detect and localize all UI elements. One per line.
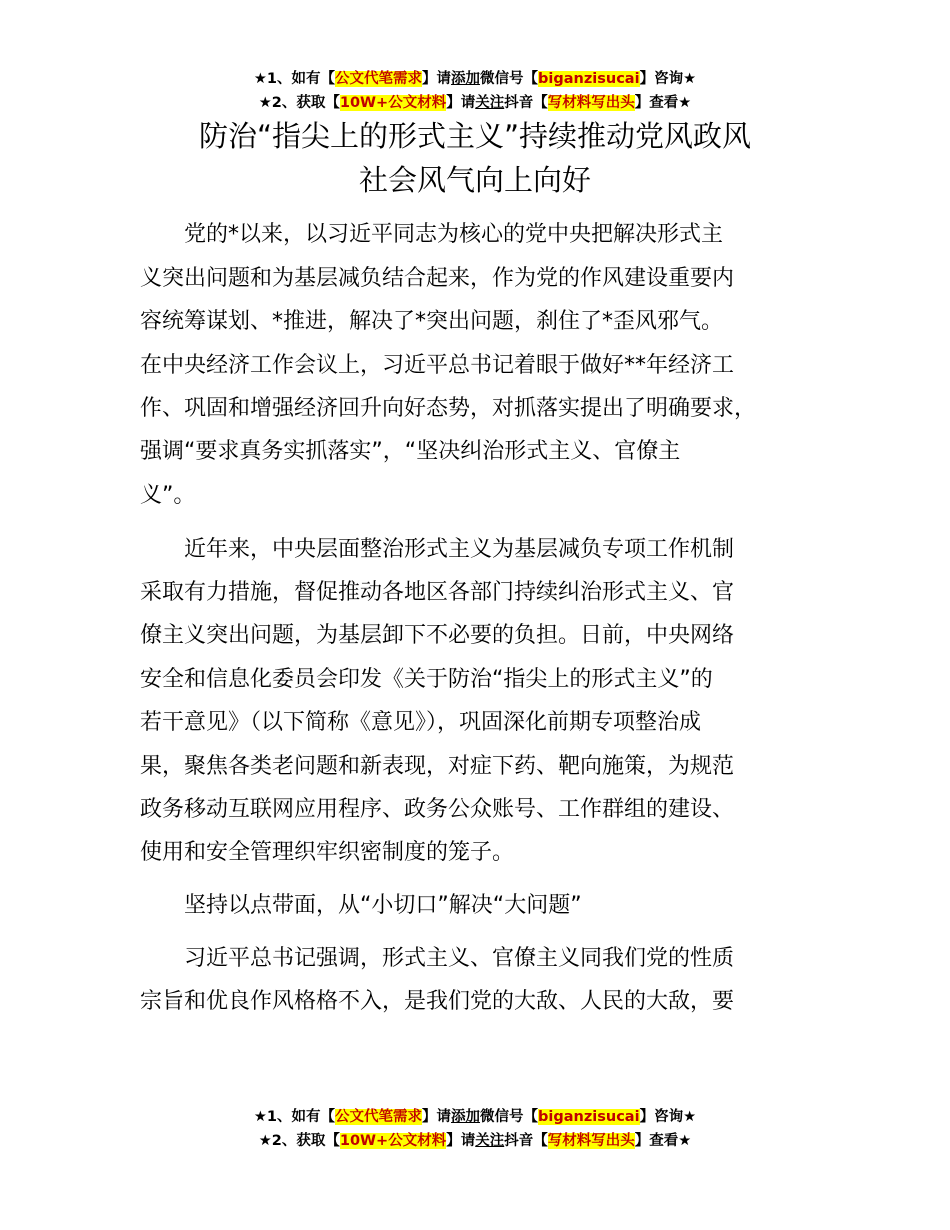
- banner-line-2: [0, 91, 950, 115]
- banner-underlined-text: 添加: [451, 1109, 481, 1125]
- banner-highlight: 公文代笔需求: [335, 1109, 423, 1125]
- banner-text: 】咨询★: [639, 71, 697, 87]
- title-line-2: 社会风气向上向好: [358, 163, 591, 197]
- banner-highlight: biganzisucai: [538, 1109, 640, 1125]
- banner-text: 】请: [422, 1109, 452, 1125]
- banner-highlight: 写材料写出头: [547, 1133, 635, 1149]
- banner-highlight: 公文代笔需求: [335, 71, 423, 87]
- header-banner: [0, 67, 950, 115]
- section-heading: 坚持以点带面，从“小切口”解决“大问题”: [140, 893, 582, 918]
- banner-text: ★1、如有【: [253, 71, 336, 87]
- banner-text: ★2、获取【: [258, 95, 340, 111]
- banner-text: 微信号【: [480, 1109, 539, 1125]
- body-line: 使用和安全管理织牢织密制度的笼子。: [140, 840, 515, 865]
- banner-text: 】请: [446, 95, 476, 111]
- banner-highlight: 写材料写出头: [547, 95, 635, 111]
- banner-text: 】请: [422, 71, 452, 87]
- body-line: 义突出问题和为基层减负结合起来，作为党的作风建设重要内: [140, 266, 735, 291]
- body-line: 强调“要求真务实抓落实”，“坚决纠治形式主义、官僚主: [140, 439, 681, 464]
- banner-line-1: [0, 67, 950, 91]
- banner-underlined-text: 添加: [451, 71, 481, 87]
- banner-text: ★1、如有【: [253, 1109, 336, 1125]
- document-title: [0, 114, 950, 202]
- body-line: 习近平总书记强调，形式主义、官僚主义同我们党的性质: [140, 946, 735, 971]
- banner-text: 微信号【: [480, 71, 539, 87]
- footer-banner: [0, 1105, 950, 1153]
- banner-text: ★2、获取【: [258, 1133, 340, 1149]
- body-line: 采取有力措施，督促推动各地区各部门持续纠治形式主义、官: [140, 580, 735, 605]
- banner-text: 】咨询★: [639, 1109, 697, 1125]
- body-line: 在中央经济工作会议上，习近平总书记着眼于做好**年经济工: [140, 353, 735, 378]
- body-line: 政务移动互联网应用程序、政务公众账号、工作群组的建设、: [140, 797, 735, 822]
- banner-highlight: 10W+公文材料: [339, 1133, 447, 1149]
- banner-line-1: [0, 1105, 950, 1129]
- body-line: 僚主义突出问题，为基层卸下不必要的负担。日前，中央网络: [140, 623, 735, 648]
- banner-highlight: biganzisucai: [538, 71, 640, 87]
- body-line: 容统筹谋划、*推进，解决了*突出问题，刹住了*歪风邪气。: [140, 309, 724, 334]
- banner-text: 抖音【: [504, 95, 548, 111]
- banner-highlight: 10W+公文材料: [339, 95, 447, 111]
- body-line: 宗旨和优良作风格格不入，是我们党的大敌、人民的大敌，要: [140, 989, 735, 1014]
- banner-text: 抖音【: [504, 1133, 548, 1149]
- banner-text: 】查看★: [634, 1133, 692, 1149]
- banner-line-2: [0, 1129, 950, 1153]
- body-line: 作、巩固和增强经济回升向好态势，对抓落实提出了明确要求，: [140, 396, 757, 421]
- body-line: 义”。: [140, 483, 196, 508]
- body-line: 党的*以来，以习近平同志为核心的党中央把解决形式主: [140, 222, 724, 247]
- banner-underlined-text: 关注: [475, 95, 505, 111]
- title-line-1: 防治“指尖上的形式主义”持续推动党风政风: [198, 119, 752, 153]
- banner-text: 】查看★: [634, 95, 692, 111]
- banner-underlined-text: 关注: [475, 1133, 505, 1149]
- body-line: 安全和信息化委员会印发《关于防治“指尖上的形式主义”的: [140, 667, 713, 692]
- body-line: 近年来，中央层面整治形式主义为基层减负专项工作机制: [140, 537, 735, 562]
- banner-text: 】请: [446, 1133, 476, 1149]
- body-line: 若干意见》（以下简称《意见》），巩固深化前期专项整治成: [140, 710, 702, 735]
- body-line: 果，聚焦各类老问题和新表现，对症下药、靶向施策，为规范: [140, 754, 735, 779]
